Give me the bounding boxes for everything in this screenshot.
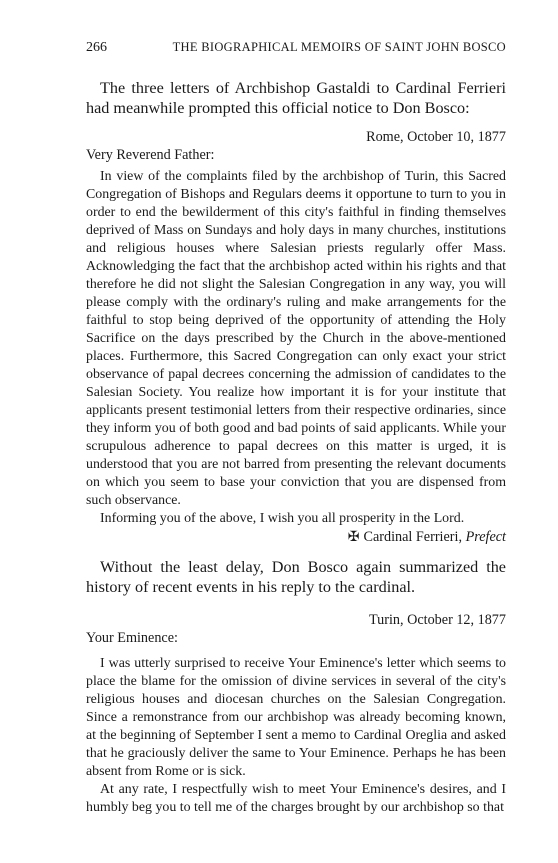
cross-icon: ✠ [347, 530, 360, 545]
letter1-salutation: Very Reverend Father: [86, 147, 215, 163]
letter2-paragraph: I was utterly surprised to receive Your Eminence's letter which seems to place the blame for the omission of divine services in several of the city's religious houses and diocesan churches on the Salesian Congregation. Since a remonstrance from our archbishop was already becoming known, at the beginning of September I sent a memo to Cardinal Oreglia and asked that he graciously deliver the same to Your Eminence. Perhaps he has been absent from Rome or is sick. [86, 656, 506, 779]
book-page [86, 40, 506, 817]
intro-paragraph: The three letters of Archbishop Gastaldi to Cardinal Ferrieri had meanwhile prompted this official notice to Don Bosco: [86, 79, 506, 117]
letter1-paragraph: In view of the complaints filed by the archbishop of Turin, this Sacred Congregation of Bishops and Regulars deems it opportune to turn to you in order to end the bewilderment of this city's faithful in finding themselves deprived of Mass on Sundays and holy days in many churches, institutions and religious houses where Salesian priests regularly offer Mass. Acknowledging the fact that the archbishop acted within his rights and that therefore he did not slight the Salesian Congregation in any way, you will please comply with the ordinary's ruling and make arrangements for the faithful to stop being deprived of the opportunity of attending the Holy Sacrifice on the days prescribed by the Church in the above-mentioned places. Furthermore, this Sacred Congregation can only exact your strict observance of papal decrees concerning the admission of candidates to the Salesian Society. You realize how important it is for your institute that applicants present testimonial letters from their respective ordinaries, since they inform you of both good and bad points of said applicants. While your scrupulous adherence to papal decrees on this matter is urged, it is understood that you are not barred from presenting the relevant documents on which you seem to base your conviction that you are dispensed from such observance. [86, 169, 506, 508]
signature-name: Cardinal Ferrieri, [363, 529, 463, 545]
letter1-dateline: Rome, October 10, 1877 [366, 129, 506, 145]
letter1-signature [86, 528, 506, 547]
middle-paragraph: Without the least delay, Don Bosco again summarized the history of recent events in his reply to the cardinal. [86, 558, 506, 596]
letter1-body [86, 168, 506, 528]
page-number: 266 [86, 40, 107, 55]
letter2-salutation: Your Eminence: [86, 630, 178, 646]
letter1-paragraph: Informing you of the above, I wish you all prosperity in the Lord. [100, 511, 465, 526]
running-title: THE BIOGRAPHICAL MEMOIRS OF SAINT JOHN BOSCO [172, 40, 506, 54]
signature-title: Prefect [465, 529, 506, 545]
running-header [86, 40, 506, 56]
letter2-paragraph: At any rate, I respectfully wish to meet Your Eminence's desires, and I humbly beg you to tell me of the charges brought by our archbishop so that [86, 782, 506, 815]
letter2-body [86, 655, 506, 817]
letter2-dateline: Turin, October 12, 1877 [368, 612, 506, 628]
